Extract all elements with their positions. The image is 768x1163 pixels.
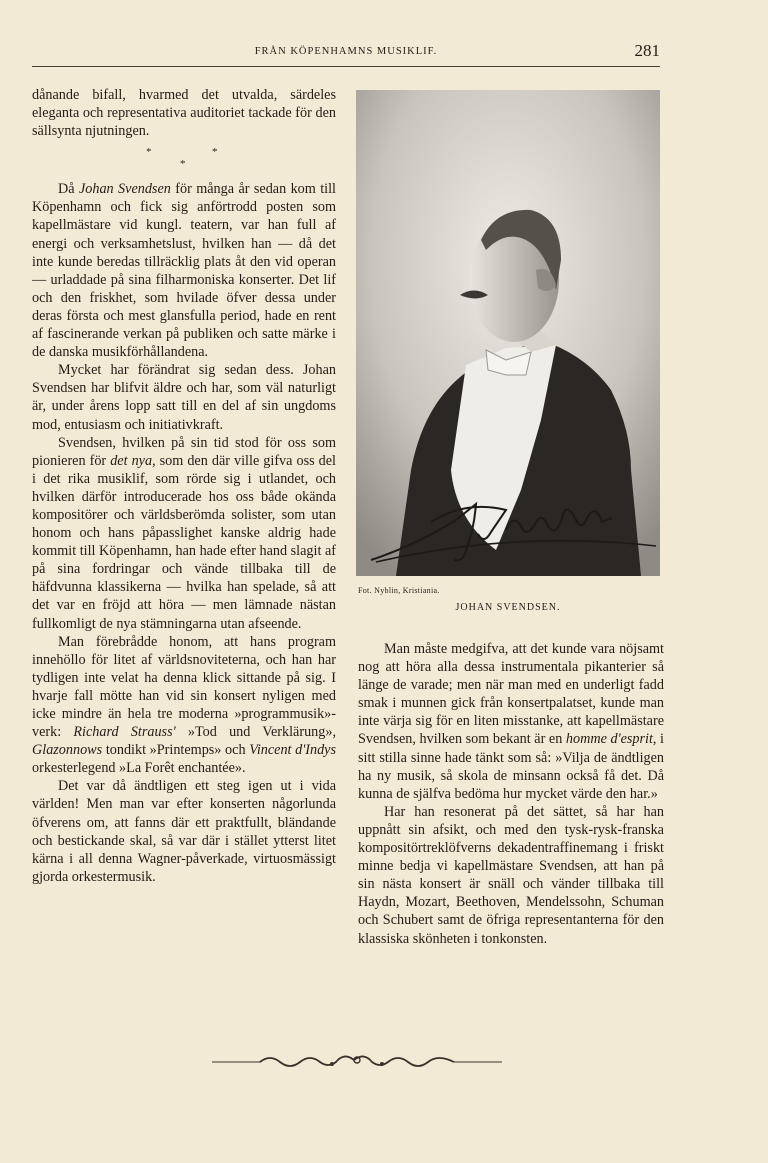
paragraph: dånande bifall, hvarmed det utvalda, särdeles eleganta och representativa auditoriet tackade för den sällsynta njutningen. [32, 87, 336, 140]
right-column [358, 640, 664, 948]
running-title: FRÅN KÖPENHAMNS MUSIKLIF. [254, 46, 438, 57]
paragraph: Har han resonerat på det sättet, så har han uppnått sin afsikt, och med den tysk-rysk-franska kompositörtreklöfverns dekadentraffinemang i friskt minne bedja vi kapellmästare Svendsen, att han på sin nästa konsert är snäll och vänder tillbaka till Haydn, Mozart, Beethoven, Mendelssohn, Schuman och Schubert samt de öfriga representanterna för den klassiska skönheten i tonkonsten. [358, 803, 664, 947]
composer-name: Johan Svendsen [78, 181, 171, 198]
ornamental-divider [212, 1052, 502, 1072]
paragraph: Mycket har förändrat sig sedan dess. Johan Svendsen har blifvit äldre och har, som väl naturligt är, under årens lopp satt till en del af sin ungdoms mod, entusiasm och initiativkraft. [32, 362, 336, 433]
photo-credit: Fot. Nyblin, Kristiania. [358, 586, 440, 595]
portrait-photo [356, 90, 660, 576]
photo-caption: JOHAN SVENDSEN. [455, 602, 561, 613]
paragraph: Det var då ändtligen ett steg igen ut i vida världen! Men man var efter konserten någorlunda öfverens om, att fanns där ett praktfullt, bländande och bestickande skal, så var där i stället ytterst litet kärna i all denna Wagner-påverkade, virtuosmässigt gjorda orkestermusik. [32, 778, 336, 885]
paragraph: Svendsen, hvilken på sin tid stod för oss som pionieren för det nya, som den där ville gifva oss del i det rika musiklif, som rörde sig i utlandet, och hvilken därför introducerade hos oss både okända kompositörer och världsberömda solister, som utan honom och hans påpasslighet kanske aldrig hade kommit till Köpenhamn, han hade efter hand slagit af på sina fordringar och vände tillbaka till de häfdvunna klassikerna — hvilka han spelade, så att det var en fröjd att höra — men lämnade nästan fullkomligt de nya stämningarna utan afseende. [32, 434, 336, 632]
asterisk: * [146, 146, 152, 159]
signature [356, 90, 660, 576]
asterisk: * [212, 146, 218, 159]
page-header [32, 40, 660, 67]
asterisk: * [180, 158, 186, 171]
paragraph: Man förebrådde honom, att hans program innehöllo för litet af världsnoviteterna, och han har tydligen inte velat ha denna klick sittande på sig. I hvarje fall mötte han vid sin konsert nyligen med icke mindre än hela tre moderna »programmusik»-verk: Richard Strauss' »Tod und Verklärung», Glazonnows tondikt »Printemps» och Vincent d'Indys orkesterlegend »La Forêt enchantée». [32, 633, 336, 777]
paragraph: Då Johan Svendsen för många år sedan kom till Köpenhamn och fick sig anförtrodd posten som kapellmästare vid kungl. teatern, var han full af energi och verksamhetslust, hvilken han — då det inte kunde beredas tillräcklig plats åt den vid operan — urladdade på sina filharmoniska konserter. Det lif och den friskhet, som hvilade öfver dessa under deras första och mest glansfulla period, hade en rent af fascinerande verkan på publiken och satte märke i de danska musikförhållandena. [32, 181, 336, 361]
left-column [32, 86, 336, 886]
page-number: 281 [634, 41, 660, 60]
paragraph: Man måste medgifva, att det kunde vara nöjsamt nog att höra alla dessa instrumentala pikanterier så länge de varade; men när man med en underligt fadd smak i munnen gick från konsertpalatset, kunde man inte värja sig för en liten misstanke, att kapellmästare Svendsen, hvilken som bekant är en homme d'esprit, i sitt stilla sinne hade tänkt som så: »Vilja de ändtligen ha ny musik, så skola de minsann också få det. Då kunna de själfva bedöma hur mycket värde den har.» [358, 641, 664, 802]
section-break-asterisks [32, 144, 336, 174]
